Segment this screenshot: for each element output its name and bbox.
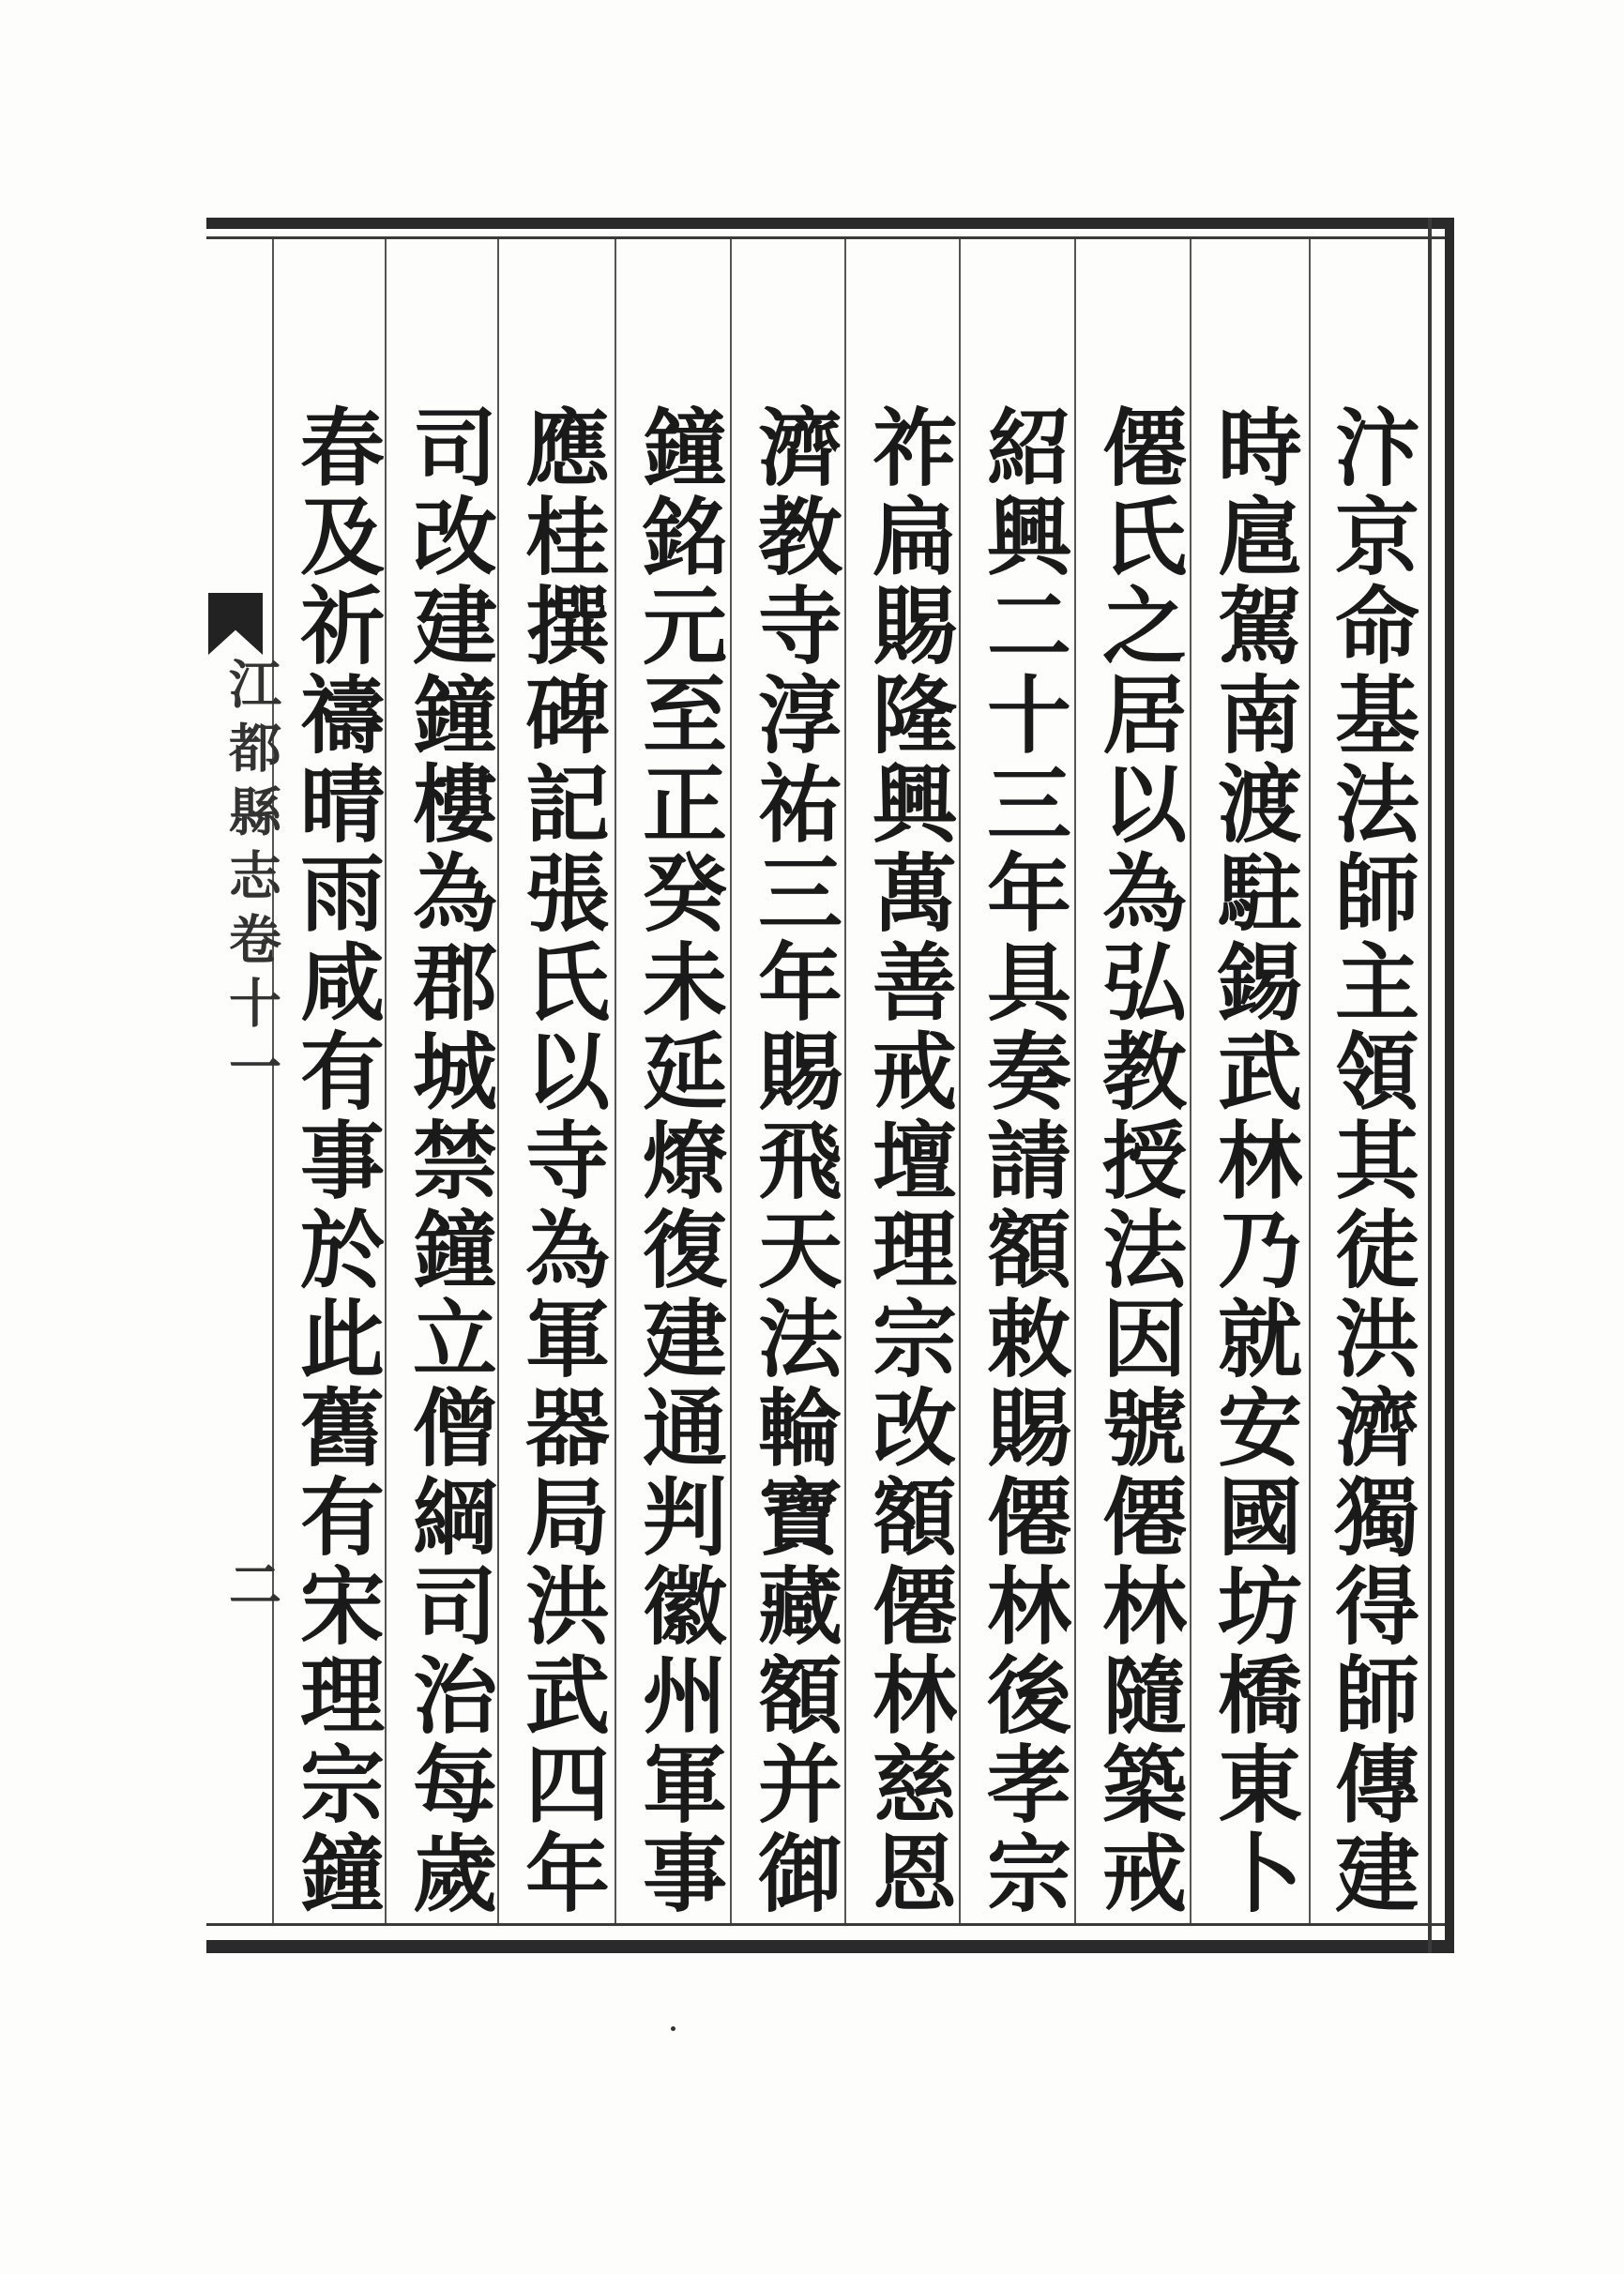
- column-divider: [844, 239, 846, 1923]
- text-column-10: 春及祈禱晴雨咸有事於此舊有宋理宗鐘: [285, 403, 385, 1918]
- text-column-8: 應桂撰碑記張氏以寺為軍器局洪武四年: [510, 403, 610, 1918]
- text-column-1: 汴京命基法師主領其徒洪濟獨得師傳建: [1320, 403, 1419, 1918]
- text-column-2: 時扈駕南渡駐錫武林乃就安國坊橋東卜: [1203, 403, 1302, 1918]
- text-column-6: 濟教寺淳祐三年賜飛天法輪寶藏額并御: [743, 403, 842, 1918]
- text-column-4: 紹興二十三年具奏請額敕賜僊林後孝宗: [972, 403, 1071, 1918]
- page-number: 二: [220, 1557, 282, 1610]
- column-divider: [615, 239, 616, 1923]
- text-column-3: 僊氏之居以為弘教授法因號僊林隨築戒: [1087, 403, 1187, 1918]
- frame-bottom-rule: [206, 1923, 1445, 1926]
- frame-top-rule: [206, 236, 1445, 239]
- column-divider: [730, 239, 732, 1923]
- book-title: 江都縣志卷十一: [220, 657, 282, 1103]
- column-divider: [1074, 239, 1076, 1923]
- column-divider: [1190, 239, 1191, 1923]
- frame-right-rule: [1428, 218, 1432, 1953]
- text-column-9: 司改建鐘樓為郡城禁鐘立僧綱司治每歲: [398, 403, 497, 1918]
- text-column-5: 祚扁賜隆興萬善戒壇理宗改額僊林慈恩: [858, 403, 957, 1918]
- text-column-7: 鐘銘元至正癸未延燎復建通判徽州軍事: [628, 403, 727, 1918]
- column-divider: [959, 239, 961, 1923]
- column-divider: [1309, 239, 1311, 1923]
- ink-speck: [671, 2026, 675, 2031]
